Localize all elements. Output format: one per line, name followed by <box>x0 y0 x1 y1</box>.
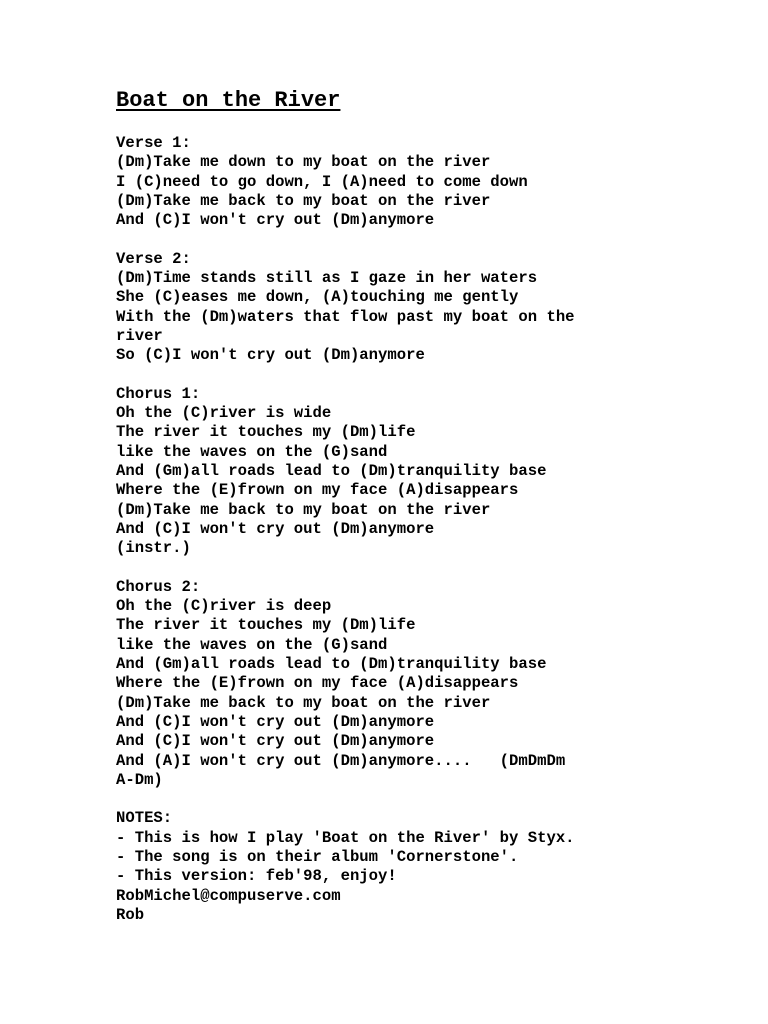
lyric-line: And (C)I won't cry out (Dm)anymore <box>116 519 435 538</box>
lyric-line: (Dm)Take me back to my boat on the river <box>116 500 491 519</box>
section-notes <box>116 809 756 925</box>
lyric-line: river <box>116 326 163 345</box>
lyric-line: (Dm)Take me down to my boat on the river <box>116 153 491 172</box>
lyric-line: And (Gm)all roads lead to (Dm)tranquility base <box>116 655 547 674</box>
lyric-line: And (C)I won't cry out (Dm)anymore <box>116 211 435 230</box>
lyric-line: (Dm)Take me back to my boat on the river <box>116 693 491 712</box>
lyric-line: (Dm)Take me back to my boat on the river <box>116 191 491 210</box>
lyric-line: With the (Dm)waters that flow past my boat on the <box>116 307 575 326</box>
lyric-line: She (C)eases me down, (A)touching me gently <box>116 288 519 307</box>
lyric-line: And (C)I won't cry out (Dm)anymore <box>116 732 435 751</box>
song-sheet <box>116 88 756 944</box>
lyric-line: The river it touches my (Dm)life <box>116 423 416 442</box>
lyric-line: I (C)need to go down, I (A)need to come down <box>116 172 528 191</box>
song-body <box>116 134 756 925</box>
section-heading: Verse 2: <box>116 249 191 268</box>
lyric-line: - This version: feb'98, enjoy! <box>116 867 397 886</box>
section-heading: NOTES: <box>116 809 173 828</box>
lyric-line: - This is how I play 'Boat on the River' by Styx. <box>116 828 575 847</box>
lyric-line: Oh the (C)river is deep <box>116 597 332 616</box>
section-heading: Verse 1: <box>116 134 191 152</box>
lyric-line: like the waves on the (G)sand <box>116 635 388 654</box>
lyric-line: (instr.) <box>116 539 191 558</box>
lyric-line: (Dm)Time stands still as I gaze in her waters <box>116 269 538 288</box>
lyric-line: And (A)I won't cry out (Dm)anymore.... (DmDmDm <box>116 751 566 770</box>
lyric-line: Where the (E)frown on my face (A)disappears <box>116 674 519 693</box>
section-heading: Chorus 1: <box>116 384 201 403</box>
lyric-line: A-Dm) <box>116 770 163 789</box>
lyric-line: like the waves on the (G)sand <box>116 442 388 461</box>
lyric-line: And (Gm)all roads lead to (Dm)tranquility base <box>116 462 547 481</box>
section-chorus-1 <box>116 385 756 559</box>
section-verse-1 <box>116 134 756 230</box>
lyric-line: Oh the (C)river is wide <box>116 404 332 423</box>
lyric-line: And (C)I won't cry out (Dm)anymore <box>116 712 435 731</box>
page-title: Boat on the River <box>116 88 341 113</box>
section-chorus-2 <box>116 578 756 790</box>
section-heading: Chorus 2: <box>116 577 201 596</box>
lyric-line: So (C)I won't cry out (Dm)anymore <box>116 346 425 365</box>
lyric-line: The river it touches my (Dm)life <box>116 616 416 635</box>
lyric-line: Where the (E)frown on my face (A)disappears <box>116 481 519 500</box>
lyric-line: - The song is on their album 'Cornerstone'. <box>116 847 519 866</box>
section-verse-2 <box>116 250 756 366</box>
lyric-line: RobMichel@compuserve.com <box>116 886 341 905</box>
lyric-line: Rob <box>116 905 145 924</box>
